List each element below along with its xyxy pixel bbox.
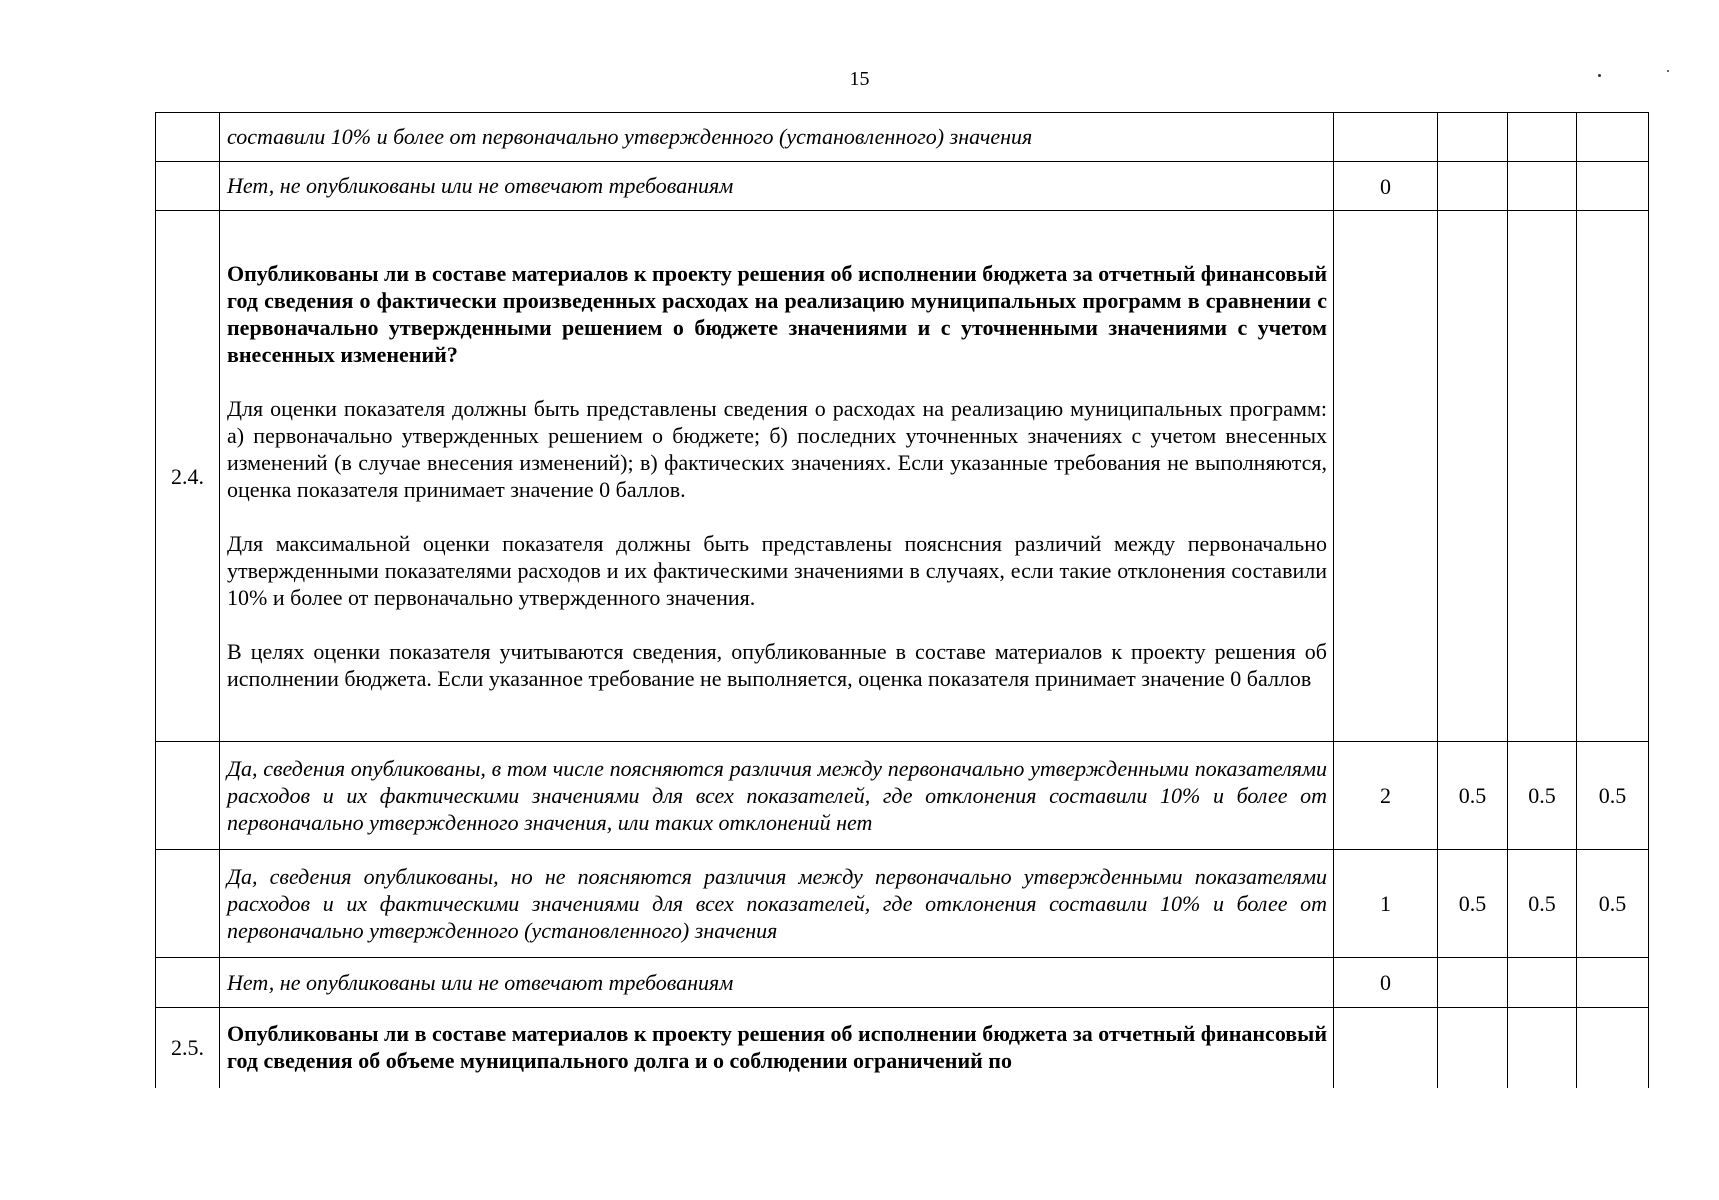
table-row [156,958,1649,1008]
question-note-1: Для оценки показателя должны быть представлены сведения о расходах на реализацию муниципальных программ: а) первоначально утвержденных решением о бюджете; б) последних уточненных значениях с учетом внесенных изменений (в случае внесения изменений); в) фактических значениях. Если указанные требования не выполняются, оценка показателя принимает значение 0 баллов. [227,395,1327,502]
answer-option-text: Да, сведения опубликованы, в том числе поясняются различия между первоначально утвержденными показателями расходов и их фактическими значениями для всех показателей, где отклонения составили 10% и более от первоначально утвержденного значения, или таких отклонений нет [220,742,1334,850]
weight-cell-3 [1577,162,1649,211]
item-number [156,850,220,958]
weight-cell-2 [1508,1008,1577,1088]
item-number [156,162,220,211]
table-row [156,850,1649,958]
table-row [156,742,1649,850]
table-row [156,162,1649,211]
answer-option-text: составили 10% и более от первоначально утвержденного (установленного) значения [220,113,1334,162]
weight-cell-1 [1438,113,1508,162]
criteria-table [155,112,1649,1088]
weight-cell-2: 0.5 [1508,742,1577,850]
weight-cell-1: 0.5 [1438,742,1508,850]
item-number [156,113,220,162]
table-row [156,113,1649,162]
weight-cell-2 [1508,162,1577,211]
question-row [156,1008,1649,1088]
score-cell [1334,1008,1438,1088]
question-cell [220,1008,1334,1088]
item-number: 2.5. [156,1008,220,1088]
score-cell: 0 [1334,958,1438,1008]
question-row [156,211,1649,742]
weight-cell-1 [1438,162,1508,211]
score-cell [1334,211,1438,742]
score-cell: 0 [1334,162,1438,211]
item-number [156,958,220,1008]
weight-cell-1: 0.5 [1438,850,1508,958]
answer-option-text: Нет, не опубликованы или не отвечают требованиям [220,162,1334,211]
answer-option-text: Нет, не опубликованы или не отвечают требованиям [220,958,1334,1008]
page-number: 15 [849,68,870,90]
weight-cell-3 [1577,113,1649,162]
weight-cell-3 [1577,211,1649,742]
weight-cell-3 [1577,958,1649,1008]
score-cell: 1 [1334,850,1438,958]
scan-speck [1667,70,1669,72]
weight-cell-2 [1508,113,1577,162]
question-note-2: Для максимальной оценки показателя должны быть представлены пояснсния различий между первоначально утвержденными показателями расходов и их фактическими значениями в случаях, если такие отклонения составили 10% и более от первоначально утвержденного значения. [227,530,1327,610]
weight-cell-2 [1508,958,1577,1008]
weight-cell-1 [1438,1008,1508,1088]
question-title: Опубликованы ли в составе материалов к проекту решения об исполнении бюджета за отчетный финансовый год сведения о фактически произведенных расходах на реализацию муниципальных программ в сравнении с первоначально утвержденными решением о бюджете значениями и с уточненными значениями с учетом внесенных изменений? [227,260,1327,367]
answer-option-text: Да, сведения опубликованы, но не поясняются различия между первоначально утвержденными показателями расходов и их фактическими значениями для всех показателей, где отклонения составили 10% и более от первоначально утвержденного (установленного) значения [220,850,1334,958]
item-number [156,742,220,850]
weight-cell-3: 0.5 [1577,850,1649,958]
weight-cell-1 [1438,958,1508,1008]
question-title: Опубликованы ли в составе материалов к проекту решения об исполнении бюджета за отчетный финансовый год сведения об объеме муниципального долга и о соблюдении ограничений по [227,1021,1327,1074]
weight-cell-2: 0.5 [1508,850,1577,958]
weight-cell-2 [1508,211,1577,742]
score-cell: 2 [1334,742,1438,850]
item-number: 2.4. [156,211,220,742]
question-note-3: В целях оценки показателя учитываются сведения, опубликованные в составе материалов к проекту решения об исполнении бюджета. Если указанное требование не выполняется, оценка показателя принимает значение 0 баллов [227,638,1327,691]
scan-speck [1598,74,1601,77]
weight-cell-1 [1438,211,1508,742]
question-cell [220,211,1334,742]
weight-cell-3 [1577,1008,1649,1088]
score-cell [1334,113,1438,162]
weight-cell-3: 0.5 [1577,742,1649,850]
